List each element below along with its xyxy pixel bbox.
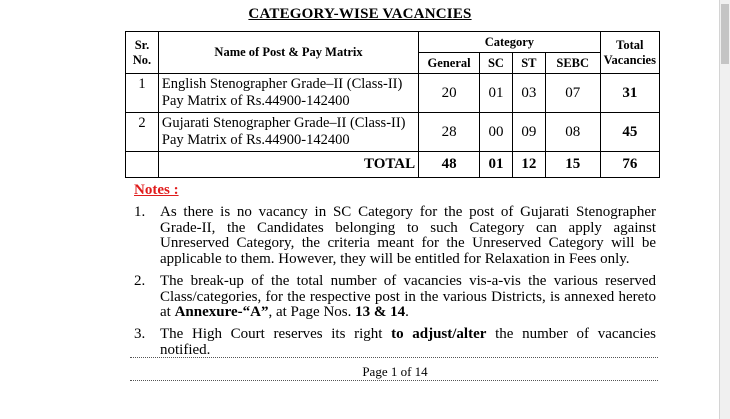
header-total: Total Vacancies <box>600 32 659 74</box>
scrollbar-thumb[interactable] <box>721 4 729 64</box>
annexure-reference: Annexure-“A” <box>174 304 269 321</box>
sc-cell: 00 <box>480 113 513 152</box>
header-general: General <box>419 53 480 74</box>
note-item <box>134 205 656 268</box>
vacancies-table <box>125 31 660 178</box>
total-cell: 31 <box>600 74 659 113</box>
post-cell: Gujarati Stenographer Grade–II (Class-II) Pay Matrix of Rs.44900-142400 <box>158 113 418 152</box>
divider <box>130 357 658 358</box>
table-row <box>126 113 660 152</box>
header-post: Name of Post & Pay Matrix <box>158 32 418 74</box>
header-st: ST <box>512 53 545 74</box>
sc-cell: 01 <box>480 74 513 113</box>
total-sc: 01 <box>480 152 513 178</box>
table-row <box>126 74 660 113</box>
note-number: 1. <box>134 204 146 220</box>
general-cell: 28 <box>419 113 480 152</box>
sr-cell: 2 <box>126 113 159 152</box>
header-category: Category <box>419 32 601 53</box>
note-item <box>134 274 656 321</box>
page-number: Page 1 of 14 <box>362 364 428 379</box>
header-sebc: SEBC <box>545 53 600 74</box>
note-text: The High Court reserves its right to adjust/alter the number of vacancies notified. <box>160 326 656 358</box>
total-sebc: 15 <box>545 152 600 178</box>
scrollbar[interactable] <box>719 0 730 419</box>
note-number: 2. <box>134 273 146 289</box>
total-row-empty-cell <box>126 152 159 178</box>
note-text: The break-up of the total number of vacancies vis-a-vis the various reserved Class/categories, for the respective post in the various Districts, is annexed hereto at Annexure-“A”, at Page Nos. 13 & 14. <box>160 273 656 321</box>
page-reference: 13 & 14 <box>355 304 406 321</box>
note-number: 3. <box>134 326 146 342</box>
notes-heading: Notes : <box>134 182 179 198</box>
note-item <box>134 327 656 358</box>
sebc-cell: 07 <box>545 74 600 113</box>
adjust-emphasis: to adjust/alter <box>391 326 487 342</box>
header-sc: SC <box>480 53 513 74</box>
st-cell: 03 <box>512 74 545 113</box>
total-label: TOTAL <box>158 152 418 178</box>
total-total: 76 <box>600 152 659 178</box>
divider <box>130 380 658 381</box>
sr-cell: 1 <box>126 74 159 113</box>
post-cell: English Stenographer Grade–II (Class-II) Pay Matrix of Rs.44900-142400 <box>158 74 418 113</box>
total-st: 12 <box>512 152 545 178</box>
st-cell: 09 <box>512 113 545 152</box>
total-row <box>126 152 660 178</box>
total-general: 48 <box>419 152 480 178</box>
header-sr-no: Sr. No. <box>126 32 159 74</box>
page-title: CATEGORY-WISE VACANCIES <box>248 6 472 22</box>
general-cell: 20 <box>419 74 480 113</box>
sebc-cell: 08 <box>545 113 600 152</box>
total-cell: 45 <box>600 113 659 152</box>
note-text: As there is no vacancy in SC Category for the post of Gujarati Stenographer Grade-II, the Candidates belonging to such Category can apply against Unreserved Category, the criteria meant for the Unreserved Category will be applicable to them. However, they will be entitled for Relaxation in Fees only. <box>160 204 656 268</box>
